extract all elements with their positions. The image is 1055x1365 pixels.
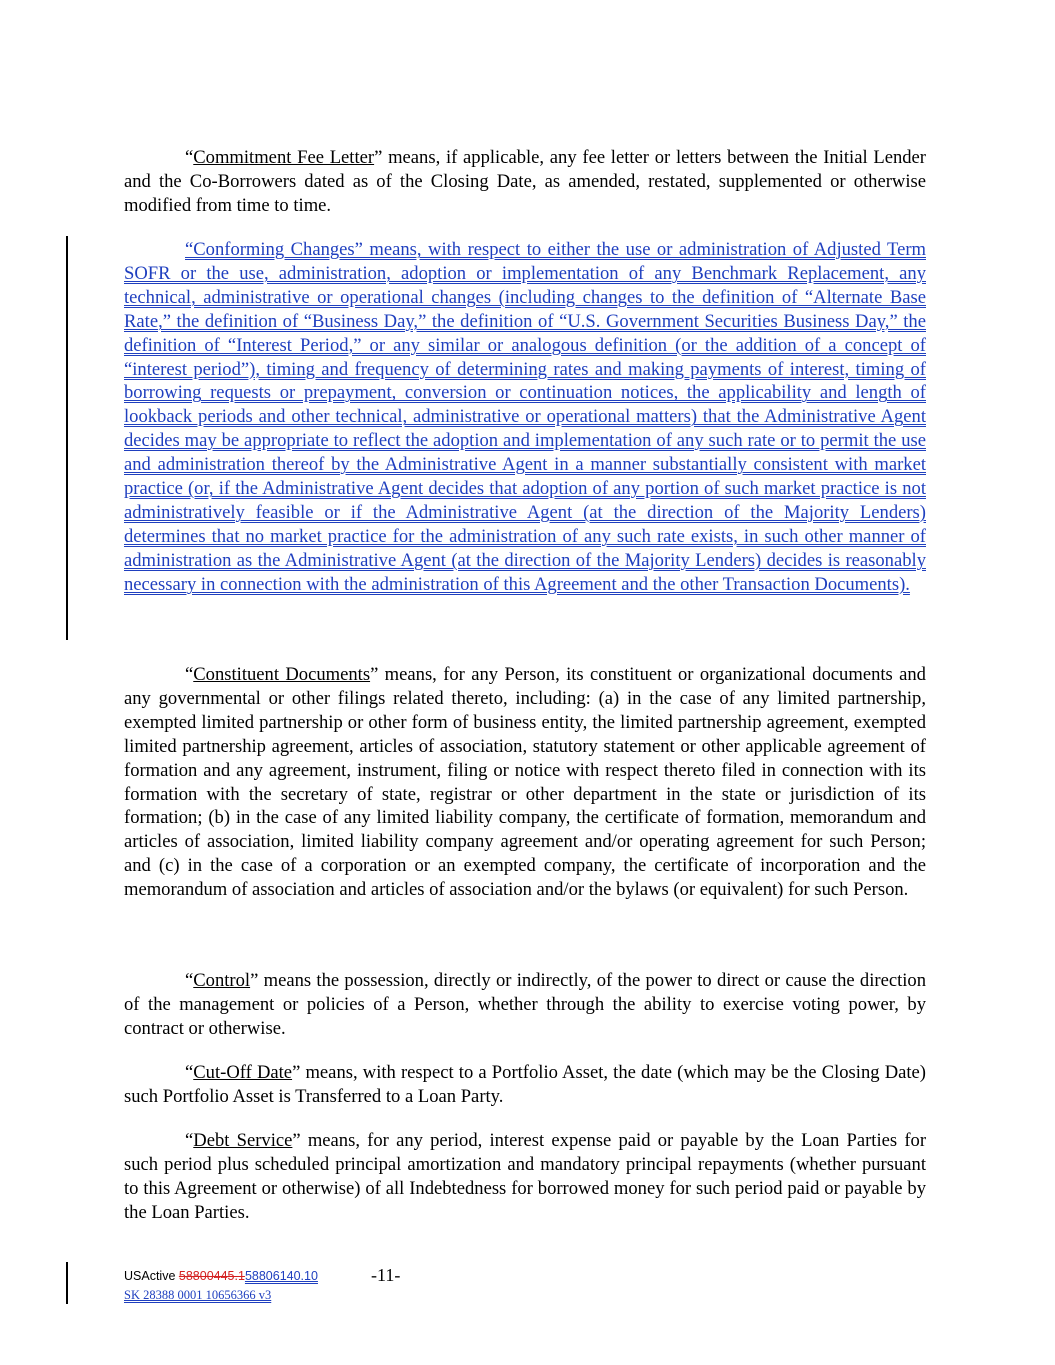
open-quote: “ [185, 147, 194, 168]
definition-cut-off-date [124, 1061, 926, 1109]
footer-secondary-id: SK 28388 0001 10656366 v3 [124, 1288, 272, 1302]
open-quote: “ [185, 970, 194, 991]
definition-constituent-documents [124, 663, 926, 902]
inserted-doc-id: 58806140.10 [244, 1269, 318, 1283]
defined-term: Constituent Documents [193, 664, 371, 685]
definition-body: ” means, for any Person, its constituent or organizational documents and any governmental or other filings related thereto, including: (a) in the case of any limited partnership, exempted limited partnership or other form of business entity, the limited partnership agreement, exempted limited partnership agreement, articles of association, statutory statement or other applicable agreement of formation and any agreement, instrument, filing or notice with respect thereto filed in connection with its formation with the secretary of state, registrar or other department in the state or jurisdiction of its formation; (b) in the case of any limited liability company, the certificate of formation, memorandum and articles of association, limited liability company agreement and/or operating agreement for such Person; and (c) in the case of a corporation or an exempted company, the certificate of incorporation and the memorandum of association and articles of association and/or the bylaws (or equivalent) for such Person. [124, 664, 926, 901]
open-quote: “ [185, 664, 194, 685]
open-quote: “ [185, 1130, 194, 1151]
defined-term: Control [193, 970, 251, 991]
defined-term: Debt Service [193, 1130, 293, 1151]
definition-body: ” means, with respect to a Portfolio Asset, the date (which may be the Closing Date) such Portfolio Asset is Transferred to a Loan Party. [124, 1062, 926, 1107]
definition-control [124, 969, 926, 1041]
definition-body: ” means the possession, directly or indirectly, of the power to direct or cause the direction of the management or policies of a Person, whether through the ability to exercise voting power, by contract or otherwise. [124, 970, 926, 1039]
defined-term: Commitment Fee Letter [193, 147, 375, 168]
change-bar [66, 236, 68, 640]
page-number: -11- [371, 1265, 401, 1285]
definition-body: ” means, for any period, interest expense paid or payable by the Loan Parties for such period plus scheduled principal amortization and mandatory principal repayments (whether pursuant to this Agreement or otherwise) of all Indebtedness for borrowed money for such period paid or payable by the Loan Parties. [124, 1130, 927, 1223]
definition-debt-service [124, 1129, 926, 1225]
footer-doc-id [124, 1269, 318, 1283]
footer-change-bar [66, 1262, 68, 1304]
definition-conforming-changes: “Conforming Changes” means, with respect to either the use or administration of Adjusted Term SOFR or the use, administration, adoption or implementation of any Benchmark Replacement, any technical, administrative or operational changes (including changes to the definition of “Alternate Base Rate,” the definition of “Business Day,” the definition of “U.S. Government Securities Business Day,” the definition of “Interest Period,” or any similar or analogous definition (or the addition of a concept of “interest period”), timing and frequency of determining rates and making payments of interest, timing of borrowing requests or prepayment, conversion or continuation notices, the applicability and length of lookback periods and other technical, administrative or operational matters) that the Administrative Agent decides may be appropriate to reflect the adoption and implementation of any such rate or to permit the use and administration thereof by the Administrative Agent in a manner substantially consistent with market practice (or, if the Administrative Agent decides that adoption of any portion of such market practice is not administratively feasible or if the Administrative Agent (at the direction of the Majority Lenders) determines that no market practice for the administration of any such rate exists, in such other manner of administration as the Administrative Agent (at the direction of the Majority Lenders) decides is reasonably necessary in connection with the administration of this Agreement and the other Transaction Documents). [124, 239, 926, 595]
deleted-doc-id: 58800445.1 [178, 1269, 245, 1283]
open-quote: “ [185, 1062, 194, 1083]
doc-prefix: USActive [124, 1269, 179, 1283]
definition-body: ” means, if applicable, any fee letter or letters between the Initial Lender and the Co-Borrowers dated as of the Closing Date, as amended, restated, supplemented or otherwise modified from time to time. [124, 147, 926, 216]
defined-term: Cut-Off Date [193, 1062, 293, 1083]
definition-commitment-fee-letter [124, 146, 926, 218]
